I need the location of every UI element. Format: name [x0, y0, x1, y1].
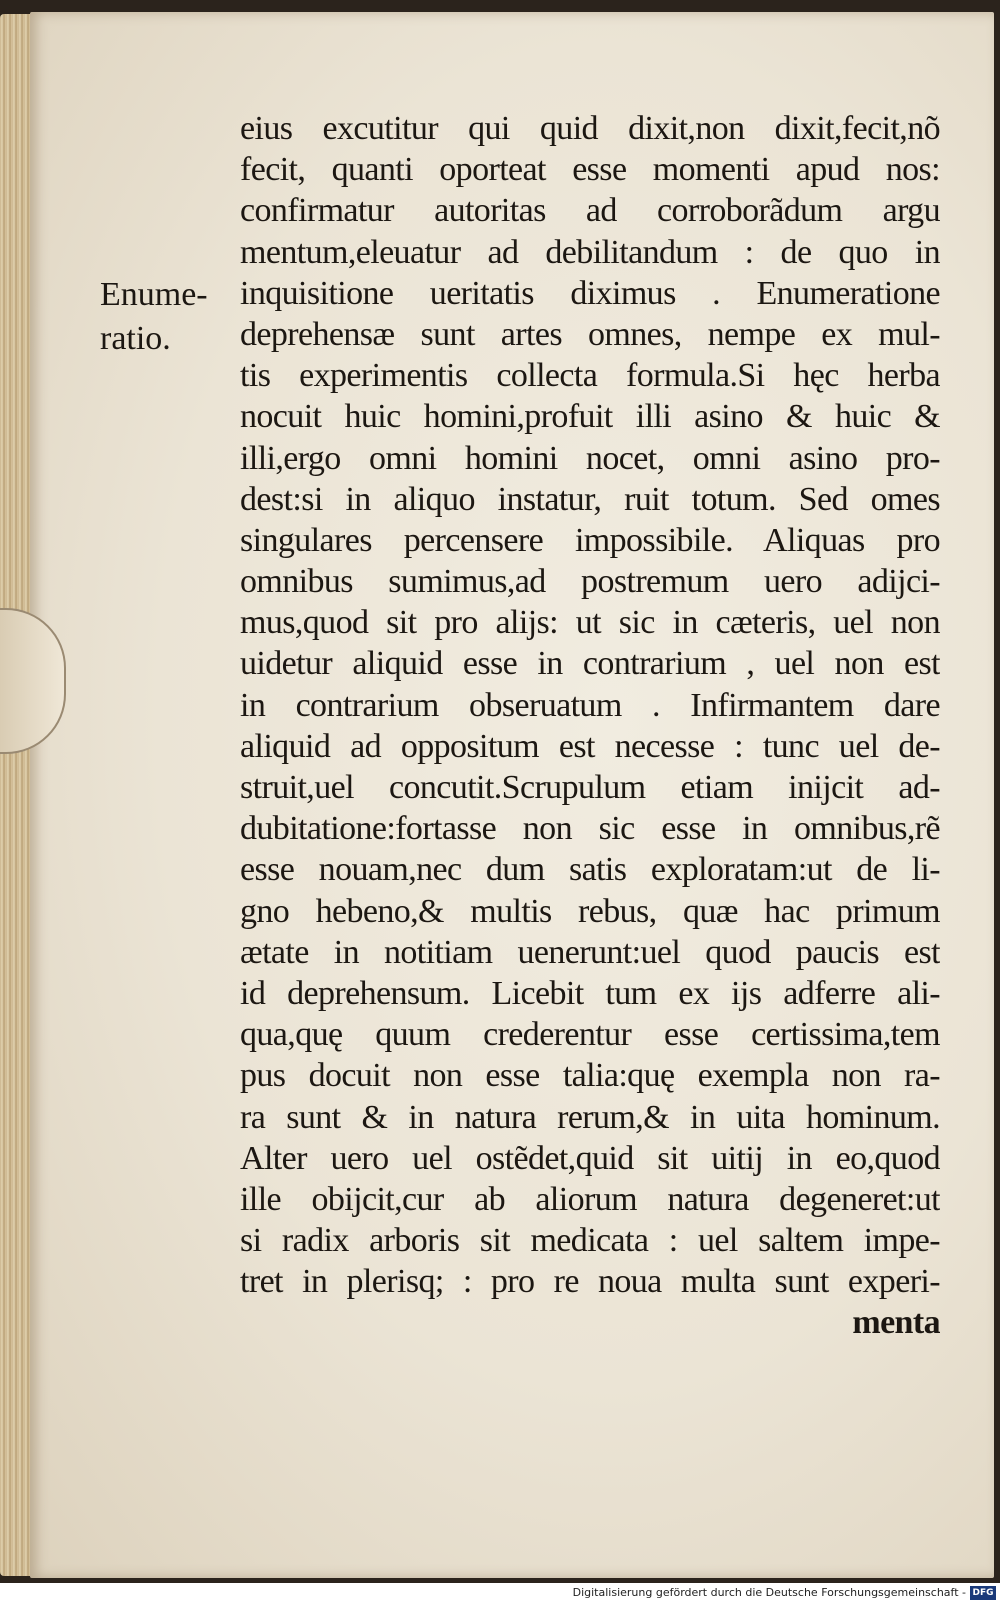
- text-line: dest:si in aliquo instatur, ruit totum. Sed omes: [240, 480, 940, 518]
- text-line: confirmatur autoritas ad corroborãdum argu: [240, 192, 940, 230]
- body-text: [240, 108, 940, 1344]
- text-line: pus docuit non esse talia:quę exempla non ra-: [240, 1057, 940, 1095]
- margin-note: [100, 273, 208, 361]
- text-line: tret in plerisq; : pro re noua multa sunt experi-: [240, 1263, 940, 1301]
- margin-note-line: ratio.: [100, 320, 171, 357]
- text-line: ra sunt & in natura rerum,& in uita hominum.: [240, 1098, 940, 1136]
- text-line: esse nouam,nec dum satis exploratam:ut de li-: [240, 851, 940, 889]
- text-line: singulares percensere impossibile. Aliquas pro: [240, 521, 940, 559]
- text-line: in contrarium obseruatum . Infirmantem dare: [240, 686, 940, 724]
- text-line: omnibus sumimus,ad postremum uero adijci-: [240, 563, 940, 601]
- footer-bar: [0, 1583, 1000, 1604]
- text-line: ille obijcit,cur ab aliorum natura degeneret:ut: [240, 1180, 940, 1218]
- text-line: dubitatione:fortasse non sic esse in omnibus,rẽ: [240, 810, 940, 848]
- text-line: deprehensæ sunt artes omnes, nempe ex mul-: [240, 315, 940, 353]
- text-line: Alter uero uel ostẽdet,quid sit uitij in eo,quod: [240, 1139, 940, 1177]
- text-line: mentum,eleuatur ad debilitandum : de quo in: [240, 233, 940, 271]
- text-line: qua,quę quum crederentur esse certissima,tem: [240, 1016, 940, 1054]
- text-line: id deprehensum. Licebit tum ex ijs adferre ali-: [240, 974, 940, 1012]
- text-line: ætate in notitiam uenerunt:uel quod paucis est: [240, 933, 940, 971]
- text-line: tis experimentis collecta formula.Si hęc herba: [240, 357, 940, 395]
- text-line: fecit, quanti oporteat esse momenti apud nos:: [240, 151, 940, 189]
- text-line: si radix arboris sit medicata : uel saltem impe-: [240, 1222, 940, 1260]
- text-line: illi,ergo omni homini nocet, omni asino pro-: [240, 439, 940, 477]
- text-line: gno hebeno,& multis rebus, quæ hac primum: [240, 892, 940, 930]
- text-line: uidetur aliquid esse in contrarium , uel non est: [240, 645, 940, 683]
- text-line: mus,quod sit pro alijs: ut sic in cæteris, uel non: [240, 604, 940, 642]
- text-line: nocuit huic homini,profuit illi asino & huic &: [240, 398, 940, 436]
- dfg-logo-icon: DFG: [970, 1586, 996, 1600]
- catchword: menta: [852, 1304, 940, 1342]
- text-line: aliquid ad oppositum est necesse : tunc uel de-: [240, 727, 940, 765]
- text-line: struit,uel concutit.Scrupulum etiam inijcit ad-: [240, 769, 940, 806]
- funding-credit: Digitalisierung gefördert durch die Deutsche Forschungsgemeinschaft -: [572, 1586, 966, 1599]
- text-line: eius excutitur qui quid dixit,non dixit,fecit,nõ: [240, 110, 940, 147]
- text-line: inquisitione ueritatis diximus . Enumeratione: [240, 274, 940, 312]
- margin-note-line: Enume-: [100, 276, 208, 313]
